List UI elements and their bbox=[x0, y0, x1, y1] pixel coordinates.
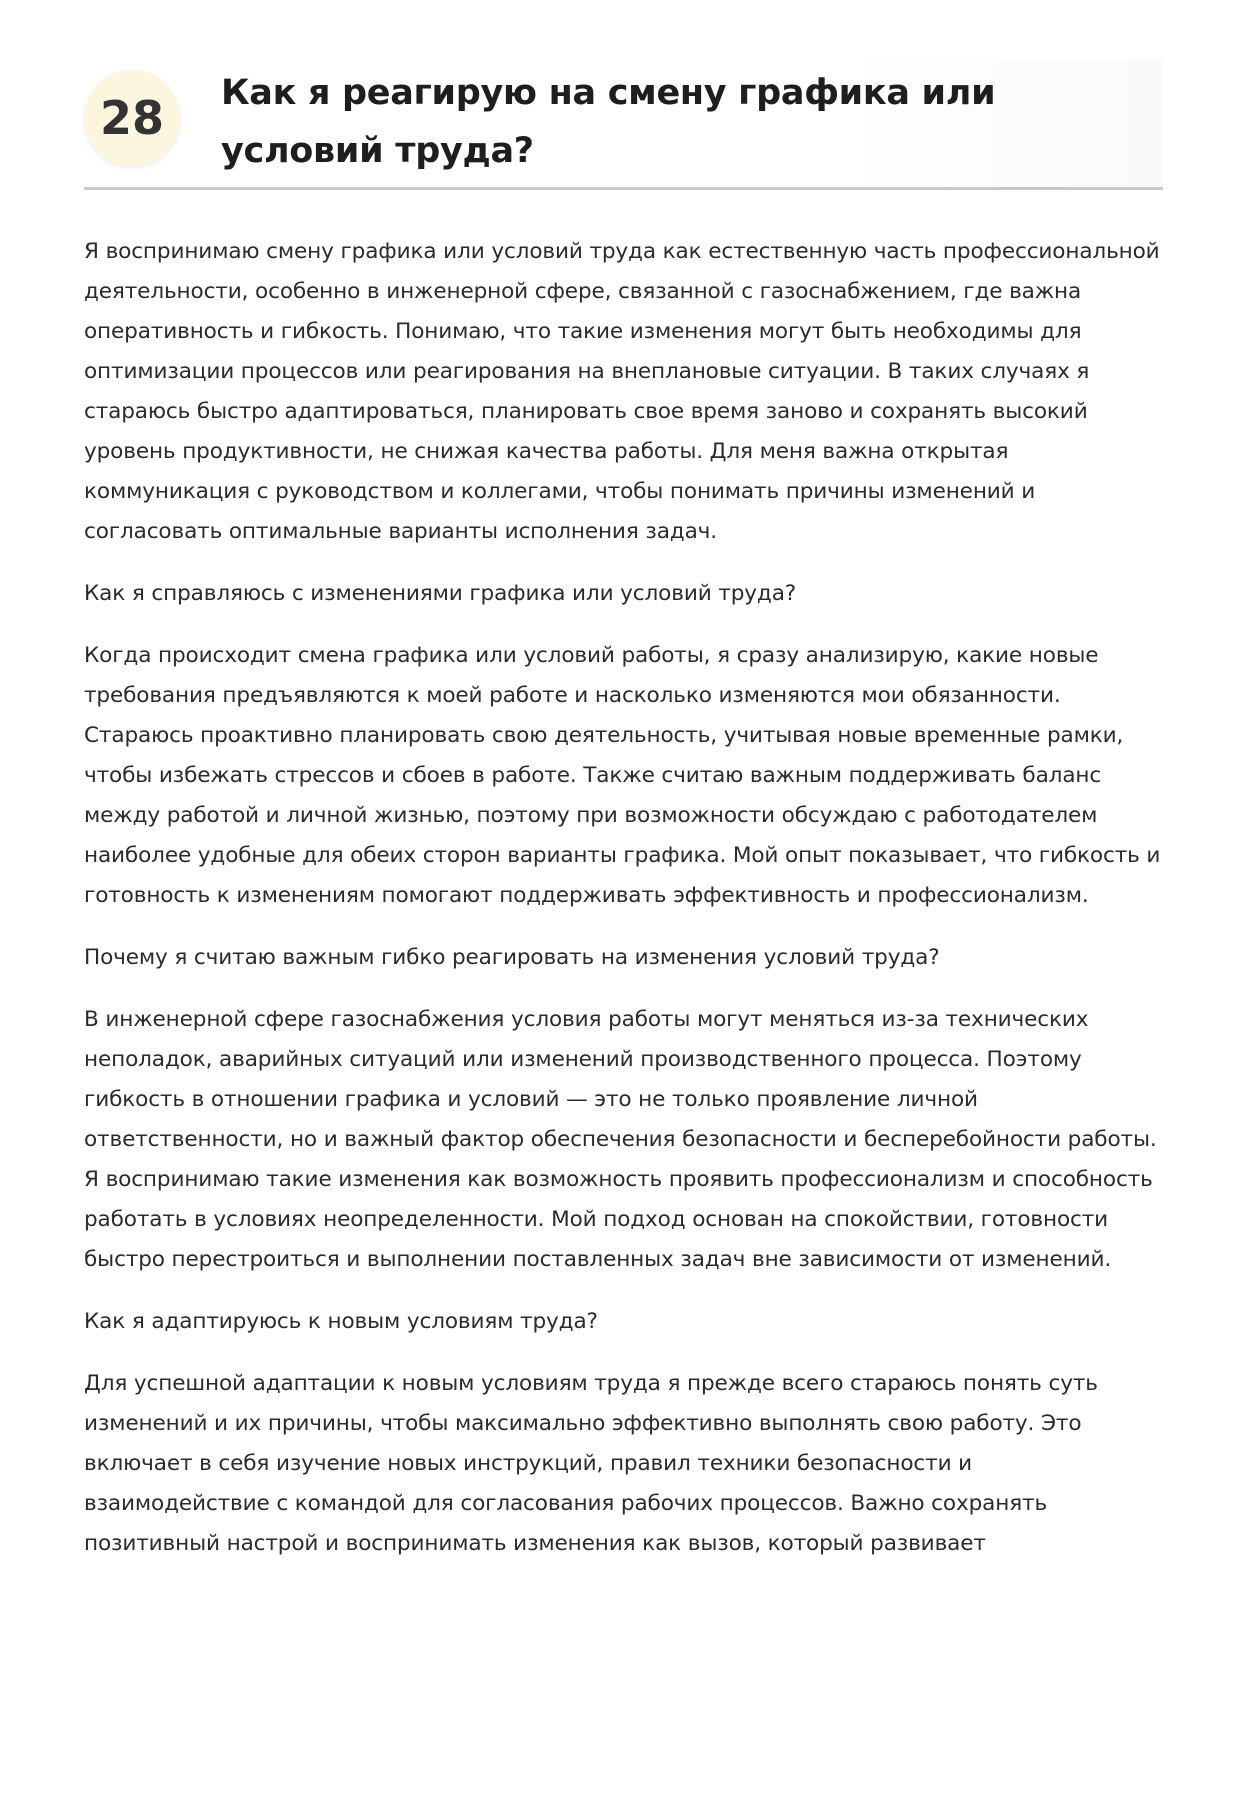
subheading-coping: Как я справляюсь с изменениями графика или условий труда? bbox=[84, 581, 797, 606]
paragraph-coping: Когда происходит смена графика или условий работы, я сразу анализирую, какие новые требования предъявляются к моей работе и насколько изменяются мои обязанности. Стараюсь проактивно планировать свою деятельность, учитывая новые временные рамки, чтобы избежать стрессов и сбоев в работе. Также считаю важным поддерживать баланс между работой и личной жизнью, поэтому при возможности обсуждаю с работодателем наиболее удобные для обеих сторон варианты графика. Мой опыт показывает, что гибкость и готовность к изменениям помогают поддерживать эффективность и профессионализм. bbox=[84, 643, 1161, 908]
article-body bbox=[84, 232, 1163, 1564]
subheading-adaptation: Как я адаптируюсь к новым условиям труда? bbox=[84, 1309, 598, 1334]
document-page bbox=[0, 60, 1239, 1813]
subheading-flexibility: Почему я считаю важным гибко реагировать на изменения условий труда? bbox=[84, 945, 940, 970]
paragraph-flexibility: В инженерной сфере газоснабжения условия работы могут меняться из-за технических неполадок, аварийных ситуаций или изменений производственного процесса. Поэтому гибкость в отношении графика и условий — это не только проявление личной ответственности, но и важный фактор обеспечения безопасности и бесперебойности работы. Я воспринимаю такие изменения как возможность проявить профессионализм и способность работать в условиях неопределенности. Мой подход основан на спокойствии, готовности быстро перестроиться и выполнении поставленных задач вне зависимости от изменений. bbox=[84, 1007, 1157, 1272]
page-title: Как я реагирую на смену графика или условий труда? bbox=[221, 73, 996, 171]
question-number-badge: 28 bbox=[84, 70, 180, 166]
paragraph-intro: Я воспринимаю смену графика или условий труда как естественную часть профессиональной деятельности, особенно в инженерной сфере, связанной с газоснабжением, где важна оперативность и гибкость. Понимаю, что такие изменения могут быть необходимы для оптимизации процессов или реагирования на внеплановые ситуации. В таких случаях я стараюсь быстро адаптироваться, планировать свое время заново и сохранять высокий уровень продуктивности, не снижая качества работы. Для меня важна открытая коммуникация с руководством и коллегами, чтобы понимать причины изменений и согласовать оптимальные варианты исполнения задач. bbox=[84, 239, 1160, 544]
section-header bbox=[84, 60, 1163, 190]
paragraph-adaptation: Для успешной адаптации к новым условиям труда я прежде всего стараюсь понять суть изменений и их причины, чтобы максимально эффективно выполнять свою работу. Это включает в себя изучение новых инструкций, правил техники безопасности и взаимодействие с командой для согласования рабочих процессов. Важно сохранять позитивный настрой и воспринимать изменения как вызов, который развивает bbox=[84, 1371, 1098, 1556]
